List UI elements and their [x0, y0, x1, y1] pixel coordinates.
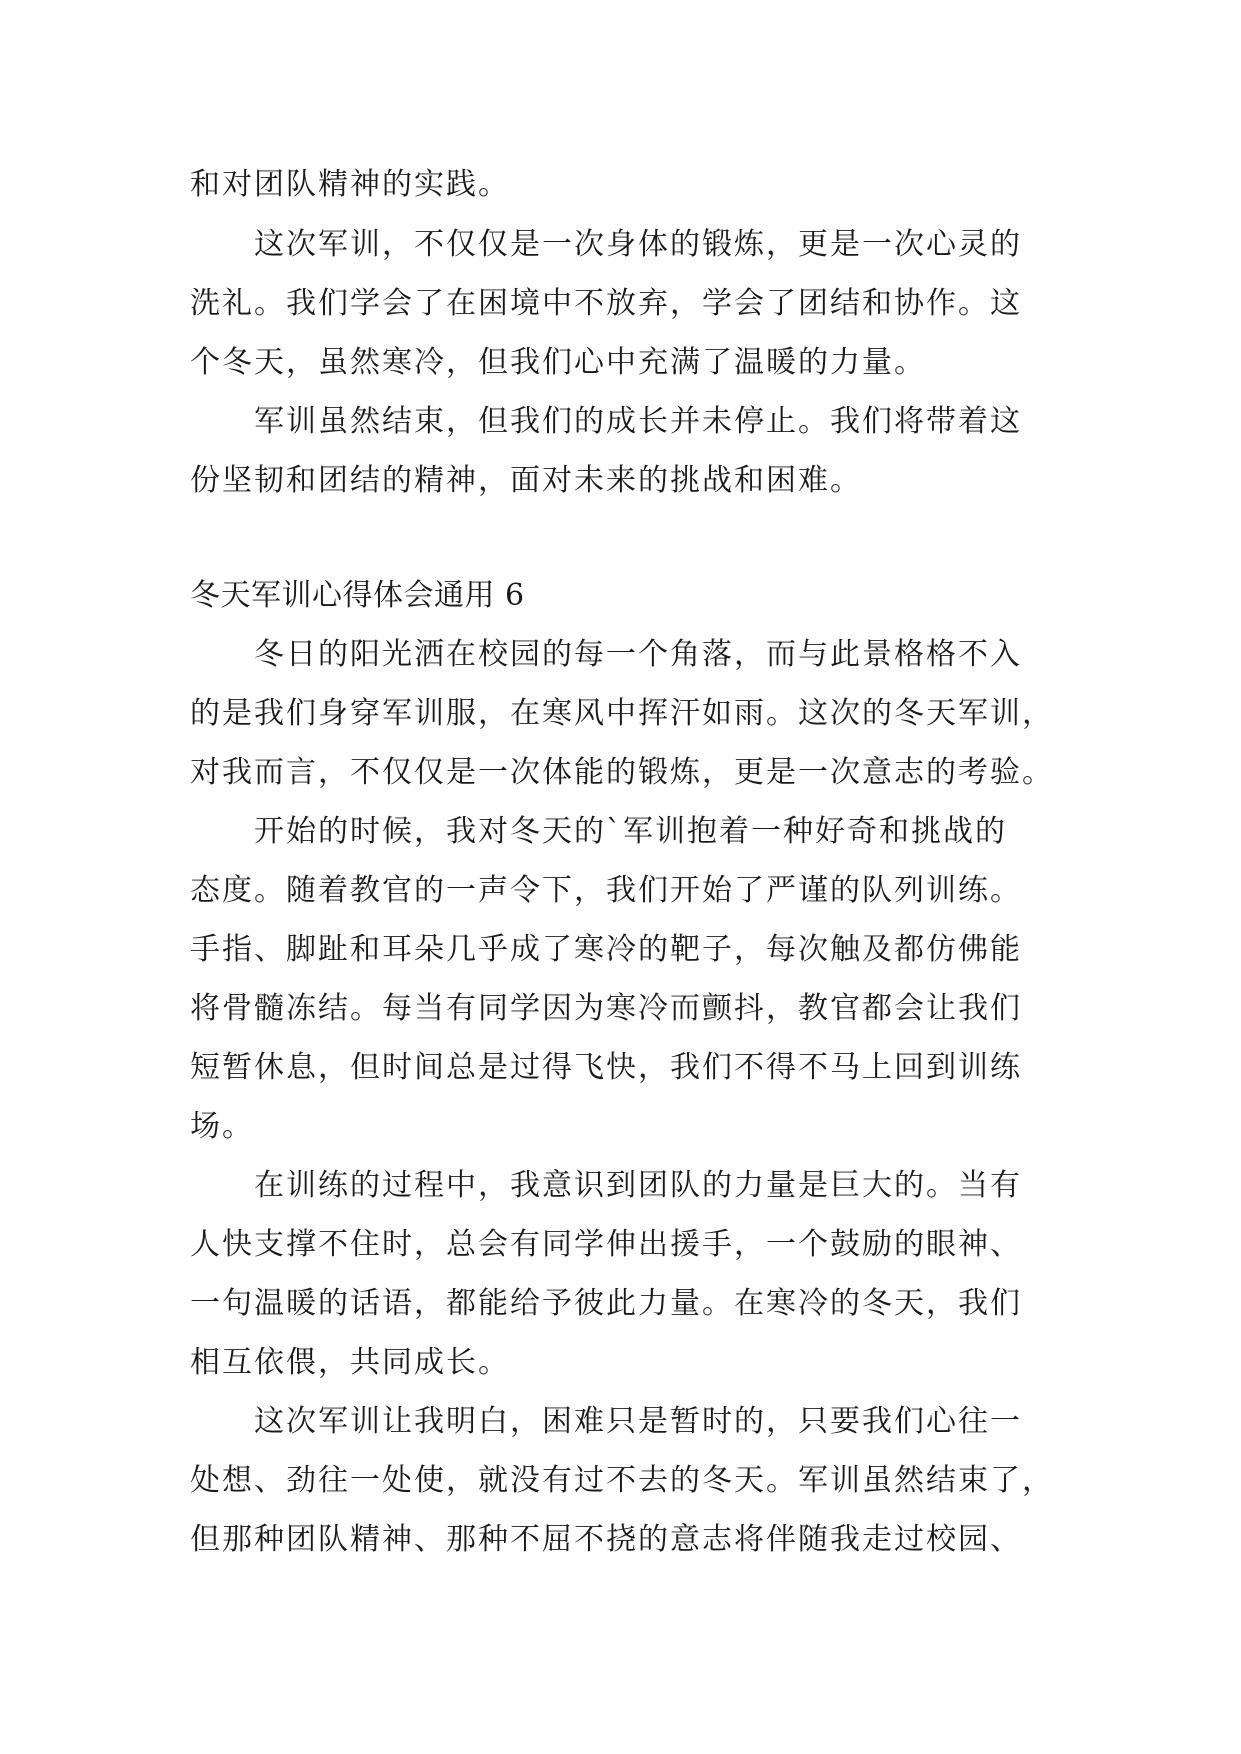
text-line: 手指、脚趾和耳朵几乎成了寒冷的靶子，每次触及都仿佛能	[190, 932, 1022, 967]
text-line: 在训练的过程中，我意识到团队的力量是巨大的。当有	[254, 1168, 1022, 1203]
text-line: 相互依偎，共同成长。	[190, 1345, 510, 1380]
text-line: 冬日的阳光洒在校园的每一个角落，而与此景格格不入	[254, 637, 1022, 672]
text-line: 人快支撑不住时，总会有同学伸出援手，一个鼓励的眼神、	[190, 1227, 1022, 1262]
text-line: 和对团队精神的实践。	[190, 167, 510, 202]
text-line: 个冬天，虽然寒冷，但我们心中充满了温暖的力量。	[190, 345, 926, 380]
text-line: 场。	[190, 1109, 254, 1144]
text-line: 这次军训让我明白，困难只是暂时的，只要我们心往一	[254, 1404, 1022, 1439]
text-line: 将骨髓冻结。每当有同学因为寒冷而颤抖，教官都会让我们	[190, 991, 1022, 1026]
text-line: 处想、劲往一处使，就没有过不去的冬天。军训虽然结束了，	[190, 1463, 1054, 1498]
text-line: 对我而言，不仅仅是一次体能的锻炼，更是一次意志的考验。	[190, 755, 1054, 790]
text-line: 这次军训，不仅仅是一次身体的锻炼，更是一次心灵的	[254, 227, 1022, 262]
section-heading: 冬天军训心得体会通用 6	[190, 578, 525, 613]
text-line: 军训虽然结束，但我们的成长并未停止。我们将带着这	[254, 404, 1022, 439]
text-line: 态度。随着教官的一声令下，我们开始了严谨的队列训练。	[190, 873, 1022, 908]
text-line: 短暂休息，但时间总是过得飞快，我们不得不马上回到训练	[190, 1050, 1022, 1085]
text-line: 但那种团队精神、那种不屈不挠的意志将伴随我走过校园、	[190, 1522, 1022, 1557]
text-line: 的是我们身穿军训服，在寒风中挥汗如雨。这次的冬天军训，	[190, 696, 1054, 731]
text-line: 洗礼。我们学会了在困境中不放弃，学会了团结和协作。这	[190, 286, 1022, 321]
text-line: 一句温暖的话语，都能给予彼此力量。在寒冷的冬天，我们	[190, 1286, 1022, 1321]
text-line: 份坚韧和团结的精神，面对未来的挑战和困难。	[190, 463, 862, 498]
text-line: 开始的时候，我对冬天的`军训抱着一种好奇和挑战的	[254, 814, 1007, 849]
